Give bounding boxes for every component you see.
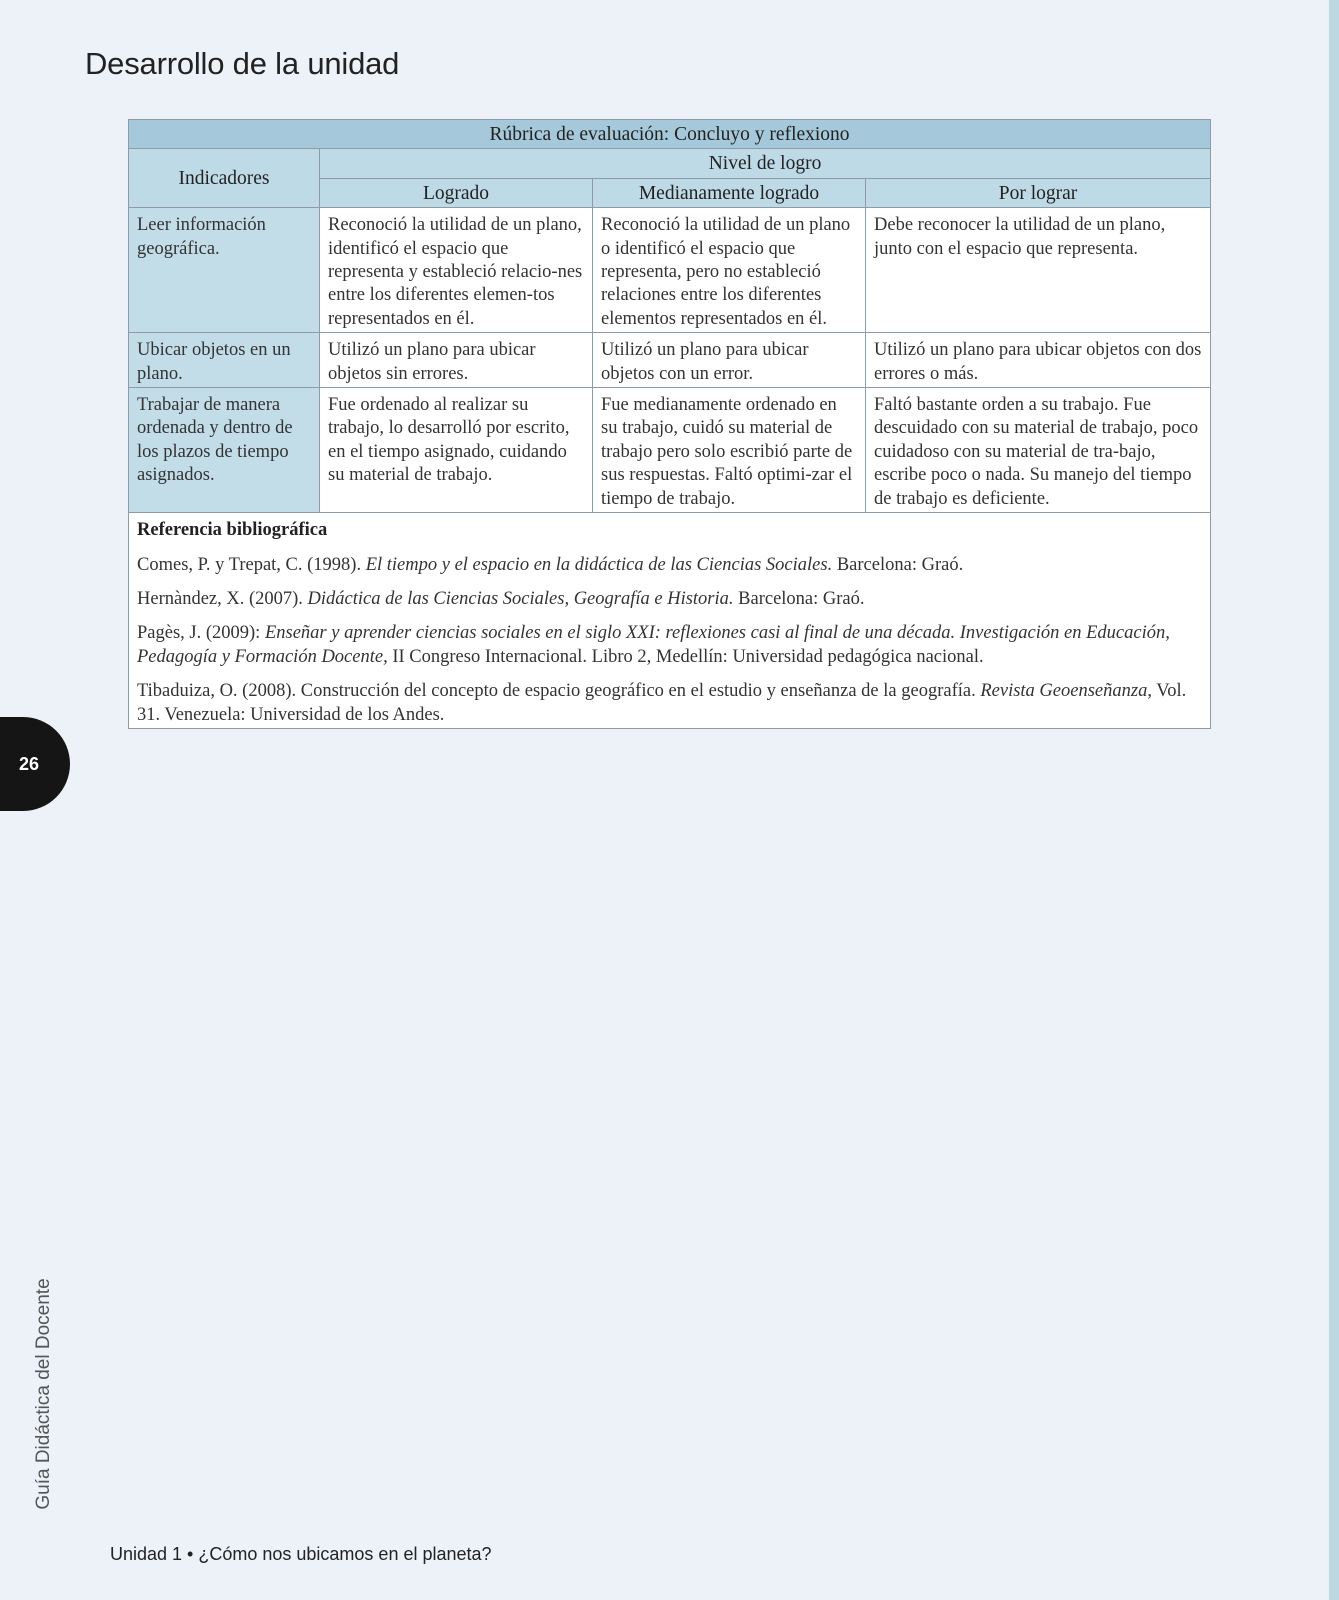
table-cell: Reconoció la utilidad de un plano, identificó el espacio que representa y estableció relacio-nes entre los diferentes elemen-tos representados en él. <box>320 208 593 333</box>
column-header-logrado: Logrado <box>320 178 593 207</box>
rubric-table <box>128 119 1211 729</box>
reference-item: Hernàndez, X. (2007). Didáctica de las Ciencias Sociales, Geografía e Historia. Barcelona: Graó. <box>137 588 865 609</box>
rubric-title: Rúbrica de evaluación: Concluyo y reflexiono <box>129 120 1211 149</box>
table-cell: Faltó bastante orden a su trabajo. Fue descuidado con su material de trabajo, poco cuidadoso con su material de tra-bajo, escribe poco o nada. Su manejo del tiempo de trabajo es deficiente. <box>866 388 1211 513</box>
reference-item: Tibaduiza, O. (2008). Construcción del concepto de espacio geográfico en el estudio y enseñanza de la geografía. Revista Geoenseñanza, Vol. 31. Venezuela: Universidad de los Andes. <box>137 681 1187 725</box>
page-number-tab <box>0 717 70 811</box>
indicator-cell: Ubicar objetos en un plano. <box>129 333 320 388</box>
table-cell: Utilizó un plano para ubicar objetos sin errores. <box>320 333 593 388</box>
table-cell: Reconoció la utilidad de un plano o identificó el espacio que representa, pero no estableció relaciones entre los diferentes elementos representados en él. <box>593 208 866 333</box>
reference-item: Comes, P. y Trepat, C. (1998). El tiempo y el espacio en la didáctica de las Ciencias Sociales. Barcelona: Graó. <box>137 554 964 575</box>
side-label: Guía Didáctica del Docente <box>33 1278 54 1510</box>
column-header-por-lograr: Por lograr <box>866 178 1211 207</box>
table-cell: Utilizó un plano para ubicar objetos con un error. <box>593 333 866 388</box>
table-row <box>129 333 1211 388</box>
indicators-header: Indicadores <box>129 149 320 208</box>
table-row <box>129 208 1211 333</box>
page-number: 26 <box>18 753 40 774</box>
table-cell: Fue medianamente ordenado en su trabajo, cuidó su material de trabajo pero solo escribió parte de sus respuestas. Faltó optimi-zar el tiempo de trabajo. <box>593 388 866 513</box>
indicator-cell: Trabajar de manera ordenada y dentro de los plazos de tiempo asignados. <box>129 388 320 513</box>
footer-unit-title: Unidad 1 • ¿Cómo nos ubicamos en el planeta? <box>110 1544 492 1564</box>
references-section <box>129 513 1211 729</box>
level-header: Nivel de logro <box>320 149 1211 178</box>
indicator-cell: Leer información geográfica. <box>129 208 320 333</box>
table-cell: Fue ordenado al realizar su trabajo, lo desarrolló por escrito, en el tiempo asignado, cuidando su material de trabajo. <box>320 388 593 513</box>
table-cell: Debe reconocer la utilidad de un plano, junto con el espacio que representa. <box>866 208 1211 333</box>
table-row <box>129 388 1211 513</box>
table-cell: Utilizó un plano para ubicar objetos con dos errores o más. <box>866 333 1211 388</box>
right-edge-strip <box>1329 0 1339 1600</box>
reference-item: Pagès, J. (2009): Enseñar y aprender ciencias sociales en el siglo XXI: reflexiones casi al final de una década. Investigación en Educación, Pedagogía y Formación Docente, II Congreso Internacional. Libro 2, Medellín: Universidad pedagógica nacional. <box>137 623 1170 667</box>
column-header-medianamente-logrado: Medianamente logrado <box>593 178 866 207</box>
page-title: Desarrollo de la unidad <box>85 46 400 81</box>
references-heading: Referencia bibliográfica <box>137 520 328 541</box>
